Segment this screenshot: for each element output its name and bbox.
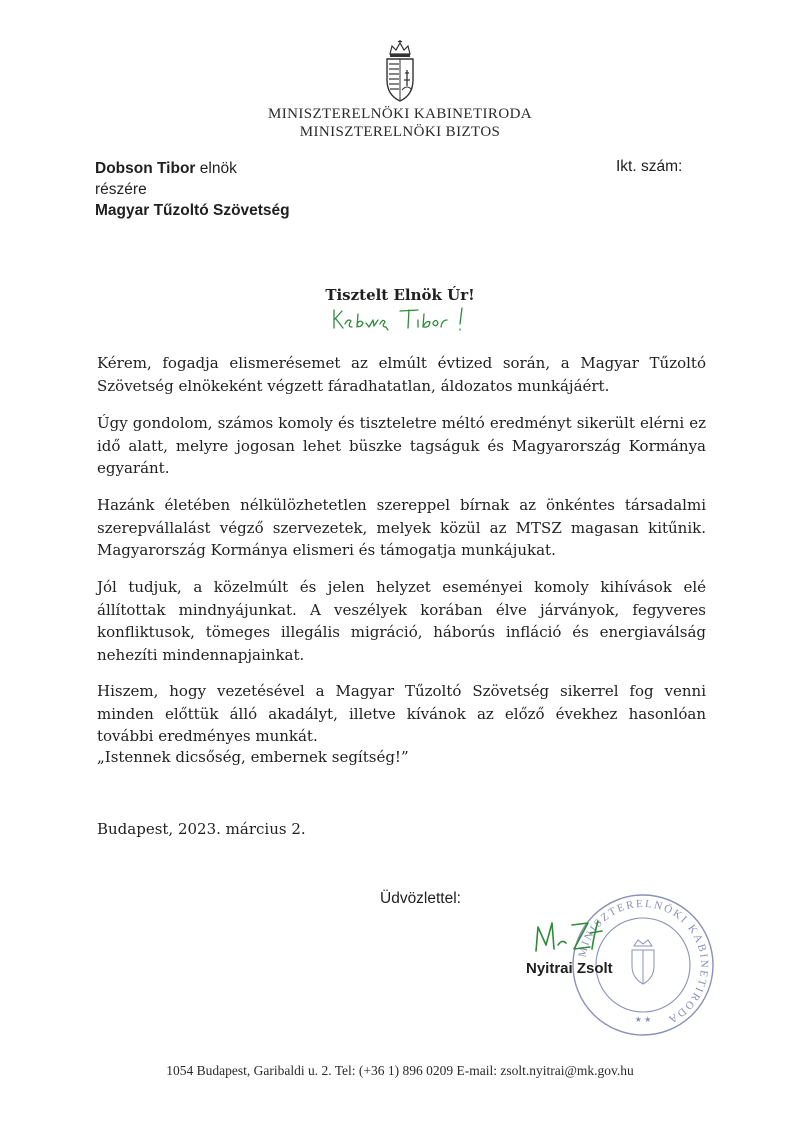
letterhead-commissioner: MINISZTERELNÖKI BIZTOS [299,124,501,140]
reference-number-label: Ikt. szám: [616,158,683,175]
recipient-block [95,158,290,221]
recipient-organization: Magyar Tűzoltó Szövetség [95,202,290,219]
paragraph-recognition: Kérem, fogadja elismerésemet az elmúlt évtized során, a Magyar Tűzoltó Szövetség elnökeként végzett fáradhatatlan, áldozatos munkájáért. [97,354,706,395]
handwritten-greeting [330,302,480,336]
paragraph-volunteers: Hazánk életében nélkülözhetetlen szereppel bírnak az önkéntes társadalmi szerepvállalást végző szervezetek, melyek közül az MTSZ magasan kitűnik. Magyarország Kormánya elismeri és támogatja munkájukat. [97,496,706,559]
salutation: Tisztelt Elnök Úr! [325,286,475,304]
paragraph-results: Úgy gondolom, számos komoly és tiszteletre méltó eredményt sikerült elérni ez idő alatt, melyre jogosan lehet büszke tagságuk és Magyarország Kormánya egyaránt. [97,414,706,477]
letterhead-office: MINISZTERELNÖKI KABINETIRODA [267,106,533,122]
place-and-date: Budapest, 2023. március 2. [97,820,306,838]
recipient-for: részére [95,181,147,198]
paragraph-challenges: Jól tudjuk, a közelmúlt és jelen helyzet eseményei komoly kihívások elé állítottak mindnyájunkat. A veszélyek korában élve járványok, fegyveres konfliktusok, tömeges illegális migráció, háborús infláció és energiaválság nehezíti mindennapjainkat. [97,578,706,664]
handwritten-signature [532,915,604,957]
hungarian-coat-of-arms-icon [384,40,416,102]
footer-contact: 1054 Budapest, Garibaldi u. 2. Tel: (+36 1) 896 0209 E-mail: zsolt.nyitrai@mk.gov.hu [166,1063,634,1078]
recipient-name: Dobson Tibor [95,160,196,177]
signer-name: Nyitrai Zsolt [526,960,613,977]
paragraph-wishes: Hiszem, hogy vezetésével a Magyar Tűzoltó Szövetség sikerrel fog venni minden előttük álló akadályt, illetve kívánok az előző évekhez hasonlóan további eredményes munkát. [97,682,706,745]
motto: „Istennek dicsőség, embernek segítség!” [97,748,409,766]
svg-text:★ ★: ★ ★ [634,1015,652,1024]
stamp-text: MINISZTERELNÖKI KABINETIRODA [576,897,711,1027]
closing: Üdvözlettel: [380,890,461,907]
recipient-title: elnök [199,160,237,177]
